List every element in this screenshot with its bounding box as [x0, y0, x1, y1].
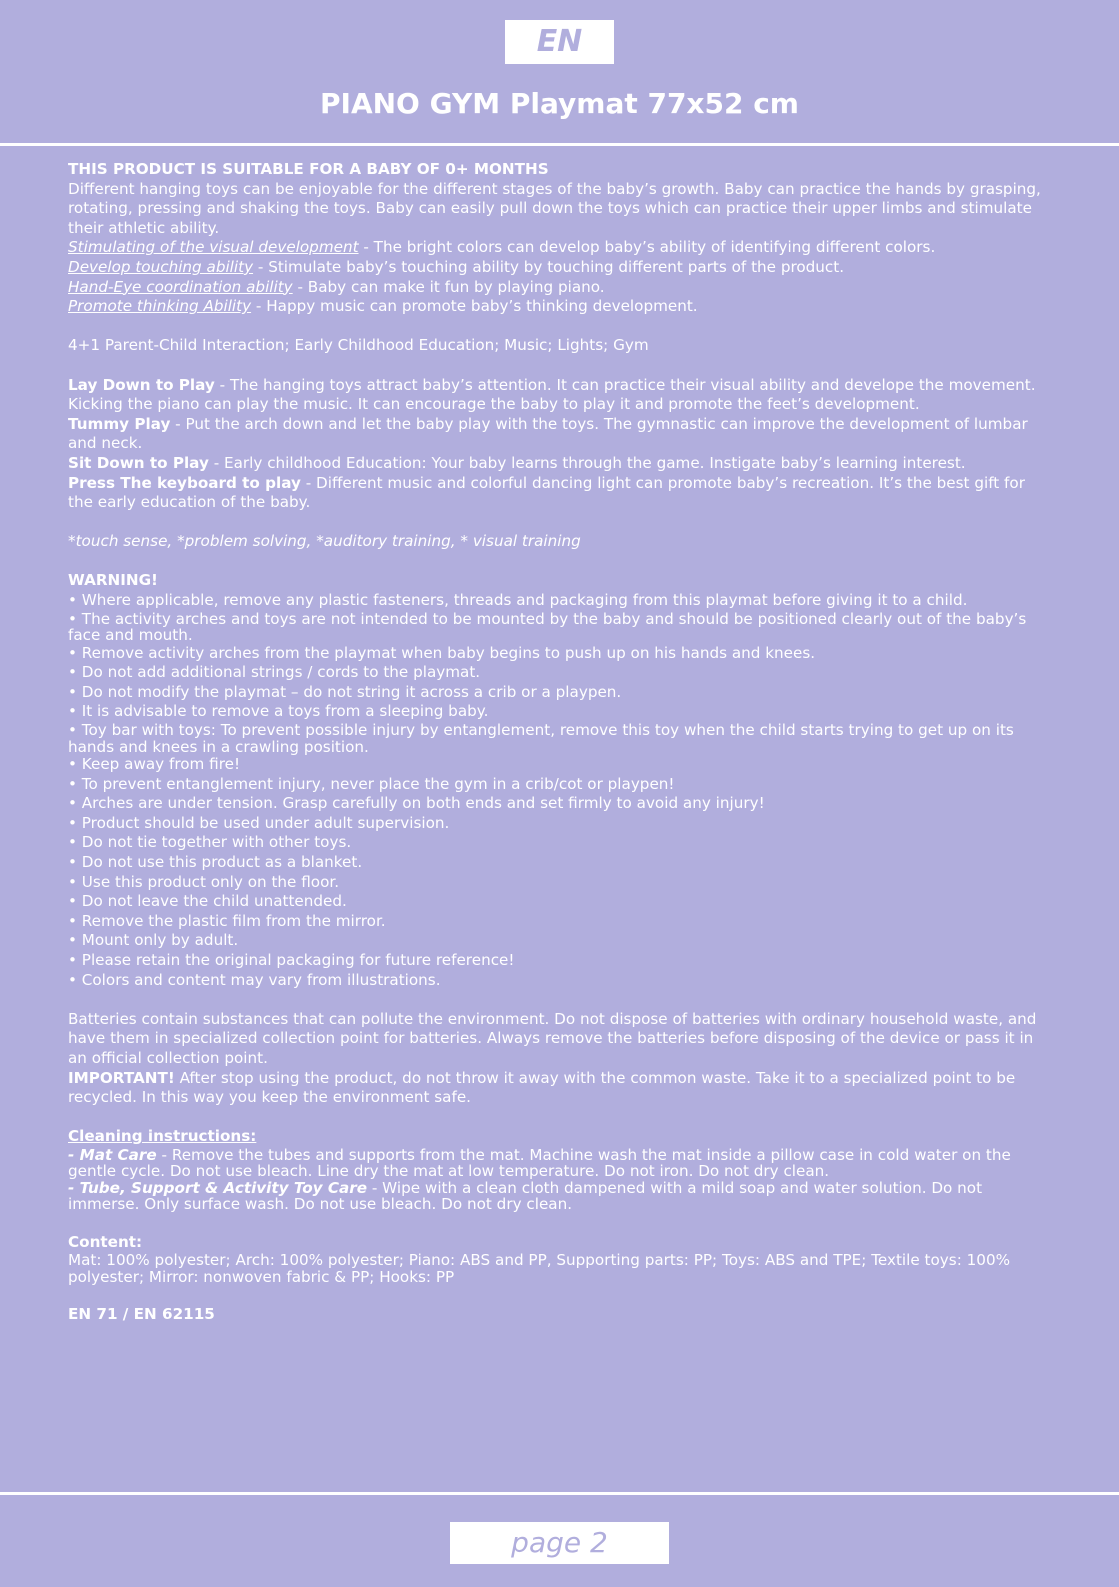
tube-care-text: - Wipe with a clean cloth dampened with a mild soap and water solution. Do not immerse. Only surface wash. Do not use bleach. Do not dry clean. [68, 1178, 983, 1214]
warning-item: • Toy bar with toys: To prevent possible injury by entanglement, remove this toy when the child starts trying to get up on its hands and knees in a crawling position. [68, 721, 1014, 756]
warning-item: • Mount only by adult. [68, 931, 239, 950]
warning-heading: WARNING! [68, 571, 158, 590]
warning-item: • Do not add additional strings / cords to the playmat. [68, 663, 481, 682]
play-mode [68, 376, 1053, 415]
content-heading: Content: [68, 1232, 143, 1251]
feature-text: - The bright colors can develop baby’s ability of identifying different colors. [358, 238, 936, 257]
play-mode [68, 454, 1053, 474]
page-title: PIANO GYM Playmat 77x52 cm [320, 87, 799, 120]
feature-label: Hand-Eye coordination ability [68, 277, 293, 296]
warning-item: • Do not modify the playmat – do not string it across a crib or a playpen. [68, 682, 622, 701]
feature-text: - Happy music can promote baby’s thinking development. [251, 297, 698, 316]
warning-item: • Keep away from fire! [68, 755, 241, 774]
mat-care [68, 1147, 1053, 1180]
bottom-divider [0, 1492, 1119, 1495]
suitability-heading: THIS PRODUCT IS SUITABLE FOR A BABY OF 0+ MONTHS [68, 160, 549, 178]
play-mode-text: - Early childhood Education: Your baby learns through the game. Instigate baby’s learning interest. [208, 453, 966, 472]
warning-item: • Please retain the original packaging for future reference! [68, 950, 515, 969]
important-label: IMPORTANT! [68, 1068, 175, 1087]
feature-text: - Baby can make it fun by playing piano. [292, 277, 605, 296]
tube-care-label: - Tube, Support & Activity Toy Care [68, 1178, 368, 1197]
page-number-badge: page 2 [450, 1522, 669, 1564]
content-text: Mat: 100% polyester; Arch: 100% polyester; Piano: ABS and PP, Supporting parts: PP; Toys: ABS and TPE; Textile toys: 100% polyester; Mirror: nonwoven fabric & PP; Hooks: PP [68, 1251, 1011, 1286]
feature-label: Develop touching ability [68, 257, 254, 276]
feature-label: Stimulating of the visual development [68, 238, 359, 257]
warning-item: • Use this product only on the floor. [68, 872, 340, 891]
warning-item: • Where applicable, remove any plastic fasteners, threads and packaging from this playmat before giving it to a child. [68, 591, 968, 610]
feature-item [68, 297, 1053, 317]
warning-item: • Arches are under tension. Grasp carefully on both ends and set firmly to avoid any injury! [68, 794, 765, 813]
cleaning-heading: Cleaning instructions: [68, 1127, 257, 1146]
document-body [68, 160, 1053, 1324]
warning-item: • Do not tie together with other toys. [68, 833, 352, 852]
feature-item [68, 238, 1053, 258]
top-divider [0, 143, 1119, 146]
standards-line: EN 71 / EN 62115 [68, 1304, 215, 1323]
warning-item: • The activity arches and toys are not intended to be mounted by the baby and should be positioned clearly out of the baby’s face and mouth. [68, 609, 1027, 645]
play-mode-label: Lay Down to Play [68, 375, 215, 394]
play-mode-label: Sit Down to Play [68, 453, 209, 472]
feature-item [68, 258, 1053, 278]
play-mode-label: Tummy Play [68, 414, 171, 433]
play-mode [68, 474, 1053, 513]
mat-care-text: - Remove the tubes and supports from the mat. Machine wash the mat inside a pillow case in cold water on the gentle cycle. Do not use bleach. Line dry the mat at low temperature. Do not iron. Do not dry clean. [68, 1145, 1011, 1181]
important-text: After stop using the product, do not throw it away with the common waste. Take it to a specialized point to be recycled. In this way you keep the environment safe. [68, 1068, 1016, 1107]
warning-item: • Remove activity arches from the playmat when baby begins to push up on his hands and knees. [68, 643, 816, 662]
warning-item: • Do not leave the child unattended. [68, 892, 347, 911]
play-mode-text: - Different music and colorful dancing light can promote baby’s recreation. It’s the best gift for the early education of the baby. [68, 473, 1025, 512]
mat-care-label: - Mat Care [68, 1145, 157, 1164]
feature-text: - Stimulate baby’s touching ability by touching different parts of the product. [253, 257, 845, 276]
language-badge: EN [505, 20, 614, 64]
feature-label: Promote thinking Ability [68, 297, 252, 316]
warning-item: • It is advisable to remove a toys from a sleeping baby. [68, 702, 489, 721]
warning-item: • Do not use this product as a blanket. [68, 853, 363, 871]
interaction-line: 4+1 Parent-Child Interaction; Early Childhood Education; Music; Lights; Gym [68, 336, 649, 355]
tube-care [68, 1180, 1053, 1213]
play-mode-label: Press The keyboard to play [68, 473, 301, 492]
batteries-text: Batteries contain substances that can pollute the environment. Do not dispose of batteries with ordinary household waste, and have them in specialized collection point for batteries. Always remove the batteries before disposing of the device or pass it in an official collection point. [68, 1009, 1037, 1067]
play-mode [68, 415, 1053, 454]
warning-item: • Product should be used under adult supervision. [68, 813, 450, 832]
warning-item: • Remove the plastic film from the mirror. [68, 911, 386, 930]
feature-item [68, 278, 1053, 298]
warning-item: • To prevent entanglement injury, never place the gym in a crib/cot or playpen! [68, 774, 675, 793]
skills-line: *touch sense, *problem solving, *auditory training, * visual training [68, 532, 581, 551]
important-note [68, 1069, 1053, 1108]
intro-description: Different hanging toys can be enjoyable for the different stages of the baby’s growth. Baby can practice the hands by grasping, rotating, pressing and shaking the toys. Baby can easily pull down the toys which can practice their upper limbs and stimulate their athletic ability. [68, 179, 1041, 237]
play-mode-text: - Put the arch down and let the baby play with the toys. The gymnastic can improve the development of lumbar and neck. [68, 414, 1028, 453]
play-mode-text: - The hanging toys attract baby’s attention. It can practice their visual ability and develope the movement. Kicking the piano can play the music. It can encourage the baby to play it and promote the feet’s development. [68, 375, 1036, 414]
warning-item: • Colors and content may vary from illustrations. [68, 970, 441, 989]
